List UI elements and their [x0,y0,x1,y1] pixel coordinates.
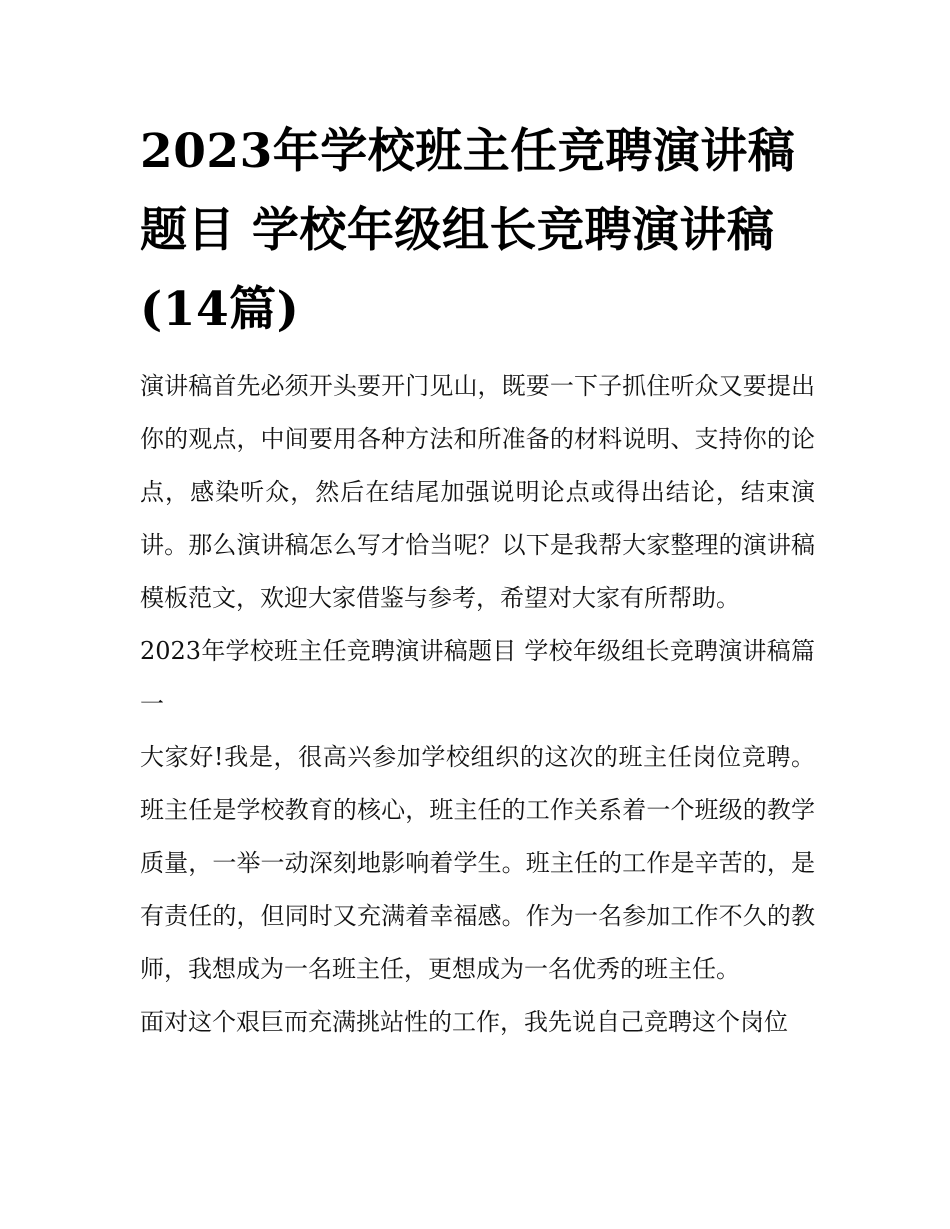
intro-paragraph: 演讲稿首先必须开头要开门见山，既要一下子抓住听众又要提出你的观点，中间要用各种方法和所准备的材料说明、支持你的论点，感染听众，然后在结尾加强说明论点或得出结论，结束演讲。那么演讲稿怎么写才恰当呢？以下是我帮大家整理的演讲稿模板范文，欢迎大家借鉴与参考，希望对大家有所帮助。 [140,372,815,612]
document-title: 2023年学校班主任竞聘演讲稿题目 学校年级组长竞聘演讲稿(14篇) [140,124,796,337]
body-paragraph: 面对这个艰巨而充满挑站性的工作，我先说自己竞聘这个岗位 [140,1008,788,1036]
section-heading: 2023年学校班主任竞聘演讲稿题目 学校年级组长竞聘演讲稿篇一 [140,637,815,718]
document-body [140,112,815,1049]
body-paragraph: 大家好!我是，很高兴参加学校组织的这次的班主任岗位竞聘。班主任是学校教育的核心，班主任的工作关系着一个班级的教学质量，一举一动深刻地影响着学生。班主任的工作是辛苦的，是有责任的，但同时又充满着幸福感。作为一名参加工作不久的教师，我想成为一名班主任，更想成为一名优秀的班主任。 [140,743,815,983]
